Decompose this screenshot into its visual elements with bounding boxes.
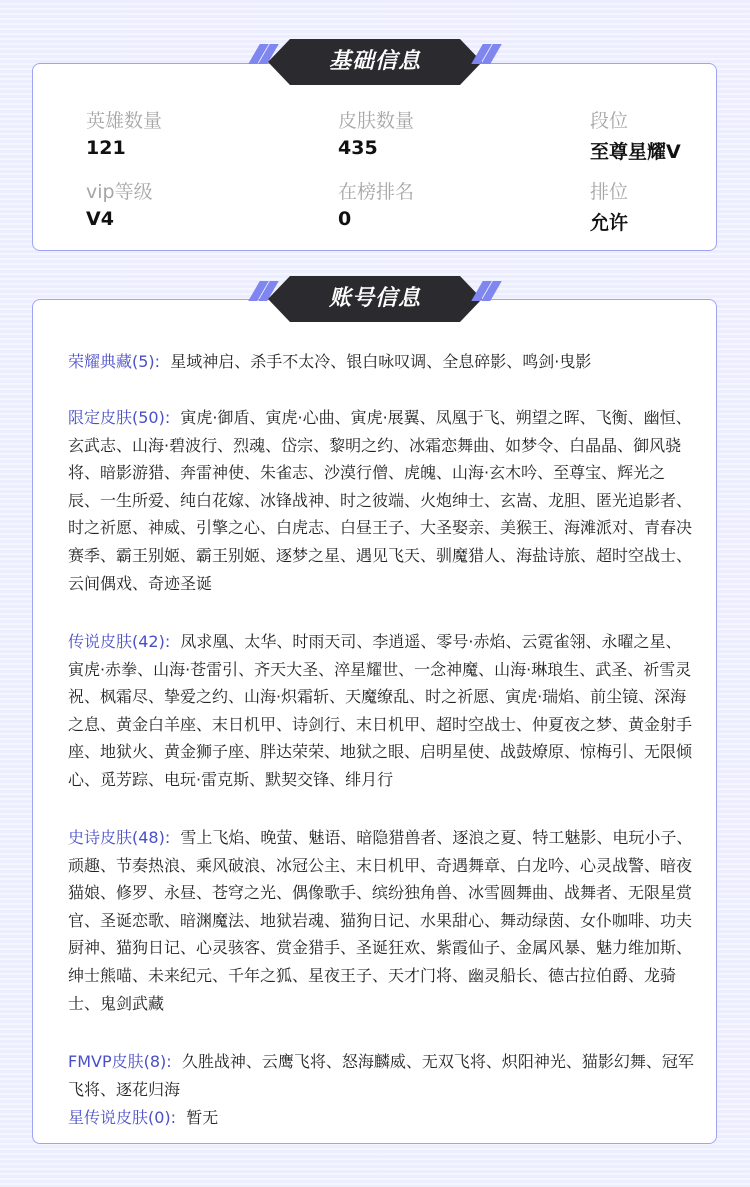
section-items: 暂无 [186,1108,219,1127]
basic-info-badge [250,39,500,85]
section-items: 凤求凰、太华、时雨天司、李逍遥、零号·赤焰、云霓雀翎、永曜之星、寅虎·赤拳、山海·苍雷引、齐天大圣、淬星耀世、一念神魔、山海·琳琅生、武圣、祈雪灵祝、枫霜尽、挚爱之约、山海·炽霜斩、天魔缭乱、时之祈愿、寅虎·瑞焰、前尘镜、深海之息、黄金白羊座、末日机甲、诗剑行、末日机甲、超时空战士、仲夏夜之梦、黄金射手座、地狱火、黄金狮子座、胖达荣荣、地狱之眼、启明星使、战鼓燎原、惊梅引、无限倾心、觅芳踪、电玩·雷克斯、默契交锋、绯月行 [68,632,693,789]
rank-tier-value: 至尊星耀V [590,141,681,163]
hero-count-label: 英雄数量 [86,110,163,132]
section-limited-skins [68,404,694,597]
section-legendary-skins [68,628,694,794]
section-label: 星传说皮肤(0): [68,1108,177,1127]
skin-count-value: 435 [338,137,378,159]
section-items: 久胜战神、云鹰飞将、怒海麟威、无双飞将、炽阳神光、猫影幻舞、冠军飞将、逐花归海 [68,1052,694,1099]
section-label: 史诗皮肤(48): [68,828,171,847]
section-items: 星域神启、杀手不太冷、银白咏叹调、全息碎影、鸣剑·曳影 [170,352,592,371]
section-label: 荣耀典藏(5): [68,352,161,371]
section-epic-skins [68,824,694,1017]
leaderboard-rank-label: 在榜排名 [338,181,415,203]
vip-level-label: vip等级 [86,181,153,203]
section-label: FMVP皮肤(8): [68,1052,172,1071]
leaderboard-rank-value: 0 [338,208,352,230]
section-fmvp-skins [68,1048,694,1103]
section-items: 雪上飞焰、晚萤、魅语、暗隐猎兽者、逐浪之夏、特工魅影、电玩小子、顽趣、节奏热浪、乘风破浪、冰冠公主、末日机甲、奇遇舞章、白龙吟、心灵战警、暗夜猫娘、修罗、永昼、苍穹之光、偶像歌手、缤纷独角兽、冰雪圆舞曲、战舞者、无限星赏官、圣诞恋歌、暗渊魔法、地狱岩魂、猫狗日记、水果甜心、舞动绿茵、女仆咖啡、功夫厨神、猫狗日记、心灵骇客、赏金猎手、圣诞狂欢、紫霞仙子、金属风暴、魅力维加斯、绅士熊喵、未来纪元、千年之狐、星夜王子、天才门将、幽灵船长、德古拉伯爵、龙骑士、鬼剑武藏 [68,828,693,1013]
section-star-legend-skins [68,1104,694,1132]
ranked-play-label: 排位 [590,181,629,203]
vip-level-value: V4 [86,208,114,230]
hero-count-value: 121 [86,137,126,159]
rank-tier-label: 段位 [590,110,629,132]
skin-count-label: 皮肤数量 [338,110,415,132]
ranked-play-value: 允许 [590,212,629,234]
section-label: 限定皮肤(50): [68,408,171,427]
section-items: 寅虎·御盾、寅虎·心曲、寅虎·展翼、凤凰于飞、朔望之晖、飞衡、幽恒、玄武志、山海·碧波行、烈魂、岱宗、黎明之约、冰霜恋舞曲、如梦令、白晶晶、御风骁将、暗影游猎、奔雷神使、朱雀志、沙漠行僧、虎魄、山海·玄木吟、至尊宝、辉光之辰、一生所爱、纯白花嫁、冰锋战神、时之彼端、火炮绅士、玄嵩、龙胆、匿光追影者、时之祈愿、神威、引擎之心、白虎志、白昼王子、大圣娶亲、美猴王、海滩派对、青春决赛季、霸王别姬、霸王别姬、逐梦之星、遇见飞天、驯魔猎人、海盐诗旅、超时空战士、云间偶戏、奇迹圣诞 [68,408,693,593]
account-info-title: 账号信息 [328,286,421,311]
basic-info-title: 基础信息 [328,49,421,74]
section-honor-collection [68,348,694,376]
section-label: 传说皮肤(42): [68,632,171,651]
account-info-badge [250,276,500,322]
